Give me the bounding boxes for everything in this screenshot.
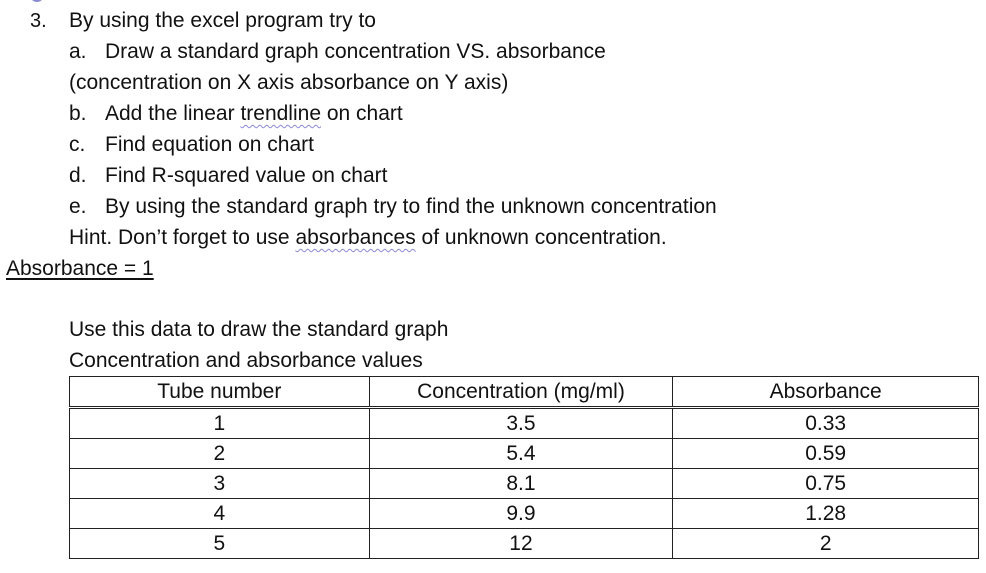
- table-row: [70, 499, 979, 529]
- item-marker: c.: [69, 133, 86, 156]
- item-marker: d.: [69, 164, 87, 187]
- cell-concentration: 9.9: [369, 499, 673, 529]
- cell-absorbance: 2: [673, 529, 979, 559]
- item-c: [69, 132, 314, 158]
- item-a: [69, 39, 606, 65]
- cell-tube: 2: [70, 439, 370, 469]
- item-text-pre: Add the linear: [105, 102, 241, 125]
- header-tube-number: Tube number: [70, 377, 370, 408]
- item-marker: a.: [69, 40, 87, 63]
- header-absorbance: Absorbance: [673, 377, 979, 408]
- cell-concentration: 12: [369, 529, 673, 559]
- cell-absorbance: 0.33: [673, 408, 979, 439]
- data-table: [69, 376, 979, 559]
- item-text: Find R-squared value on chart: [105, 164, 388, 187]
- cell-absorbance: 0.75: [673, 469, 979, 499]
- table-header-row: [70, 377, 979, 408]
- spellcheck-word: trendline: [240, 102, 321, 125]
- table-row: [70, 408, 979, 439]
- question-number: 3.: [30, 10, 47, 32]
- item-text: Find equation on chart: [105, 133, 314, 156]
- item-e: [69, 194, 717, 220]
- item-text: By using the standard graph try to find the unknown concentration: [105, 195, 717, 218]
- absorbance-line: Absorbance = 1: [6, 257, 154, 280]
- cell-absorbance: 1.28: [673, 499, 979, 529]
- cell-tube: 4: [70, 499, 370, 529]
- cell-absorbance: 0.59: [673, 439, 979, 469]
- hint-pre: Hint. Don’t forget to use: [69, 226, 296, 249]
- item-marker: b.: [69, 102, 87, 125]
- item-text-post: on chart: [321, 102, 403, 125]
- item-b: [69, 101, 403, 127]
- cell-concentration: 5.4: [369, 439, 673, 469]
- cell-tube: 5: [70, 529, 370, 559]
- data-subtitle: Concentration and absorbance values: [69, 349, 423, 372]
- squiggle-mark: [30, 0, 44, 2]
- item-d: [69, 163, 388, 189]
- header-concentration: Concentration (mg/ml): [369, 377, 673, 408]
- table-row: [70, 439, 979, 469]
- item-marker: e.: [69, 195, 87, 218]
- data-intro: Use this data to draw the standard graph: [69, 318, 449, 341]
- cell-tube: 3: [70, 469, 370, 499]
- item-text: Draw a standard graph concentration VS. absorbance: [105, 40, 606, 63]
- spellcheck-word: absorbances: [295, 226, 416, 249]
- cell-concentration: 3.5: [369, 408, 673, 439]
- hint-line: [69, 225, 667, 251]
- hint-post: of unknown concentration.: [415, 226, 667, 249]
- question-intro: By using the excel program try to: [69, 9, 376, 32]
- table-row: [70, 469, 979, 499]
- cell-concentration: 8.1: [369, 469, 673, 499]
- axis-note: (concentration on X axis absorbance on Y axis): [69, 71, 509, 94]
- cell-tube: 1: [70, 408, 370, 439]
- table-row: [70, 529, 979, 559]
